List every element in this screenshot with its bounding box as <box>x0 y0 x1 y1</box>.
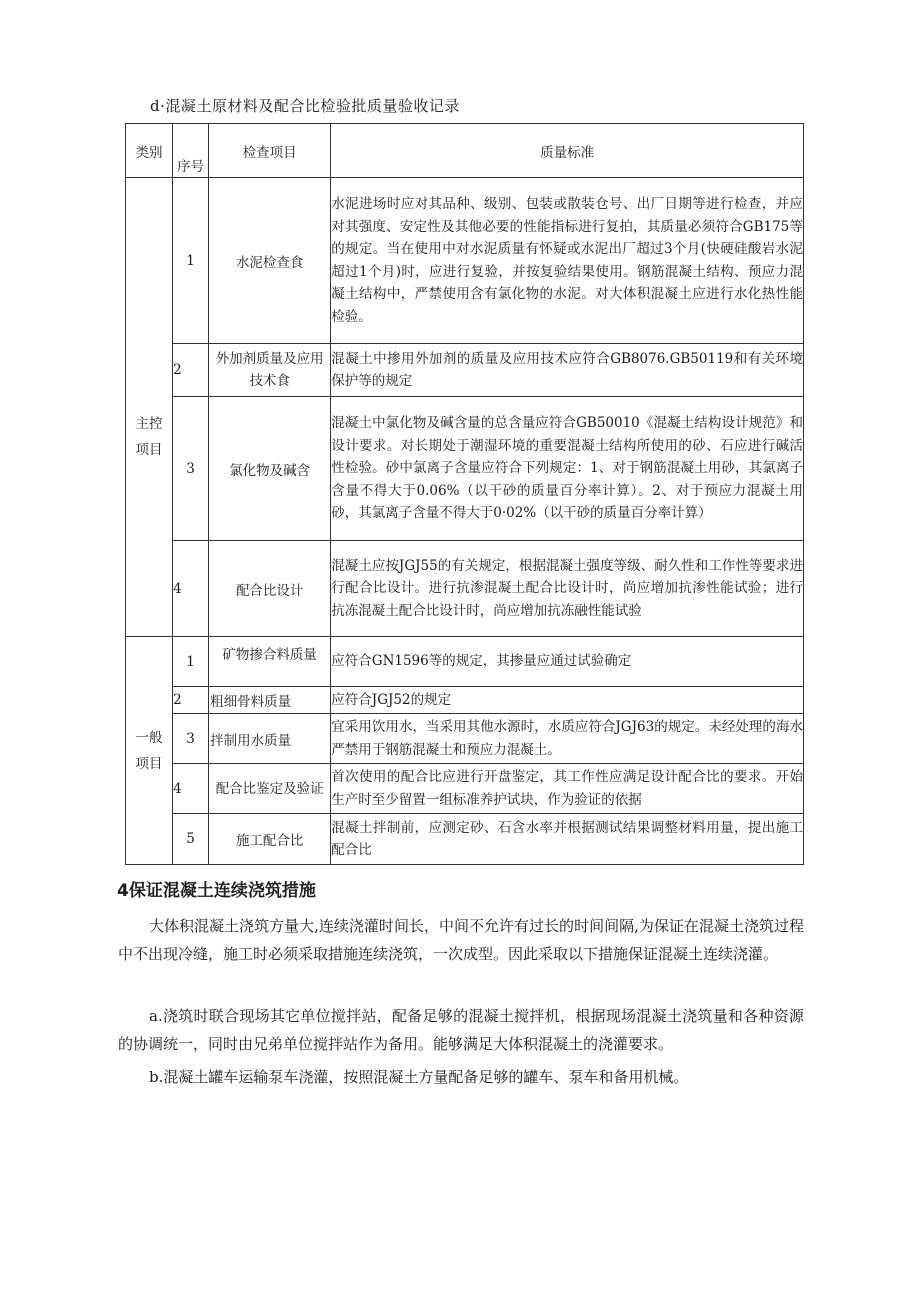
table-row <box>126 637 804 687</box>
header-item: 检查项目 <box>209 124 331 178</box>
table-row <box>126 178 804 344</box>
table-row <box>126 714 804 764</box>
section-heading: 4保证混凝土连续浇筑措施 <box>117 881 316 901</box>
table-row <box>126 344 804 397</box>
row-item: 水泥检查食 <box>209 178 331 344</box>
row-standard: 应符合JGJ52的规定 <box>331 687 804 714</box>
row-seq: 4 <box>173 541 209 637</box>
row-seq: 1 <box>173 637 209 687</box>
row-seq: 3 <box>173 397 209 541</box>
row-standard: 应符合GN1596等的规定，其掺量应通过试验确定 <box>331 637 804 687</box>
row-item: 矿物掺合料质量 <box>209 637 331 687</box>
section-paragraph: 大体积混凝土浇筑方量大,连续浇灌时间长，中间不允许有过长的时间间隔,为保证在混凝土浇筑过程中不出现冷缝，施工时必须采取措施连续浇筑，一次成型。因此采取以下措施保证混凝土连续浇灌。 <box>118 917 804 963</box>
row-seq: 2 <box>173 687 209 714</box>
row-item: 拌制用水质量 <box>209 714 331 764</box>
table-row <box>126 397 804 541</box>
row-seq: 1 <box>173 178 209 344</box>
inspection-record-table <box>125 123 804 865</box>
header-seq: 序号 <box>173 124 209 178</box>
row-item: 配合比鉴定及验证 <box>209 764 331 814</box>
header-standard: 质量标准 <box>331 124 804 178</box>
row-standard: 宜采用饮用水，当采用其他水源时，水质应符合JGJ63的规定。未经处理的海水严禁用于钢筋混凝土和预应力混凝土。 <box>331 714 804 764</box>
row-standard: 混凝土拌制前，应测定砂、石含水率并根据测试结果调整材料用量，提出施工配合比 <box>331 814 804 865</box>
row-seq: 5 <box>173 814 209 865</box>
table-row <box>126 814 804 865</box>
table-row <box>126 687 804 714</box>
category-general-label: 一般项目 <box>135 729 163 772</box>
row-item: 粗细骨料质量 <box>209 687 331 714</box>
row-seq: 2 <box>173 344 209 397</box>
row-standard: 混凝土应按JGJ55的有关规定，根据混凝土强度等级、耐久性和工作性等要求进行配合比设计。进行抗渗混凝土配合比设计时，尚应增加抗渗性能试验；进行抗冻混凝土配合比设计时，尚应增加抗冻融性能试验 <box>331 541 804 637</box>
row-item: 外加剂质量及应用技术食 <box>209 344 331 397</box>
table-caption: d·混凝土原材料及配合比检验批质量验收记录 <box>150 97 460 115</box>
row-standard: 首次使用的配合比应进行开盘鉴定，其工作性应满足设计配合比的要求。开始生产时至少留置一组标准养护试块，作为验证的依据 <box>331 764 804 814</box>
row-standard: 混凝土中氯化物及碱含量的总含量应符合GB50010《混凝土结构设计规范》和设计要求。对长期处于潮湿环境的重要混凝土结构所使用的砂、石应进行碱活性检验。砂中氯离子含量应符合下列规定：1、对于钢筋混凝土用砂，其氯离子含量不得大于0.06%（以干砂的质量百分率计算）。2、对于预应力混凝土用砂，其氯离子含量不得大于0·02%（以干砂的质量百分率计算） <box>331 397 804 541</box>
row-item: 氯化物及碱含 <box>209 397 331 541</box>
table-row <box>126 764 804 814</box>
category-general <box>126 637 173 865</box>
row-standard: 水泥进场时应对其品种、级别、包装或散装仓号、出厂日期等进行检查，并应对其强度、安定性及其他必要的性能指标进行复拍，其质量必须符合GB175等的规定。当在使用中对水泥质量有怀疑或水泥出厂超过3个月(快硬硅酸岩水泥超过1个月)时，应进行复验，并按复验结果使用。钢筋混凝土结构、预应力混凝土结构中，严禁使用含有氯化物的水泥。对大体积混凝土应进行水化热性能检验。 <box>331 178 804 344</box>
row-seq: 3 <box>173 714 209 764</box>
row-seq: 4 <box>173 764 209 814</box>
row-item: 施工配合比 <box>209 814 331 865</box>
header-category: 类别 <box>126 124 173 178</box>
category-main <box>126 178 173 637</box>
row-item: 配合比设计 <box>209 541 331 637</box>
row-standard: 混凝土中掺用外加剂的质量及应用技术应符合GB8076.GB50119和有关环境保护等的规定 <box>331 344 804 397</box>
category-main-label: 主控项目 <box>135 416 163 458</box>
section-paragraph: a.浇筑时联合现场其它单位搅拌站，配备足够的混凝土搅拌机，根据现场混凝土浇筑量和各种资源的协调统一，同时由兄弟单位搅拌站作为备用。能够满足大体积混凝土的浇灌要求。 <box>118 1007 804 1053</box>
section-paragraph: b.混凝土罐车运输泵车浇灌，按照混凝土方量配备足够的罐车、泵车和备用机械。 <box>149 1068 689 1086</box>
table-header-row <box>126 124 804 178</box>
table-row <box>126 541 804 637</box>
